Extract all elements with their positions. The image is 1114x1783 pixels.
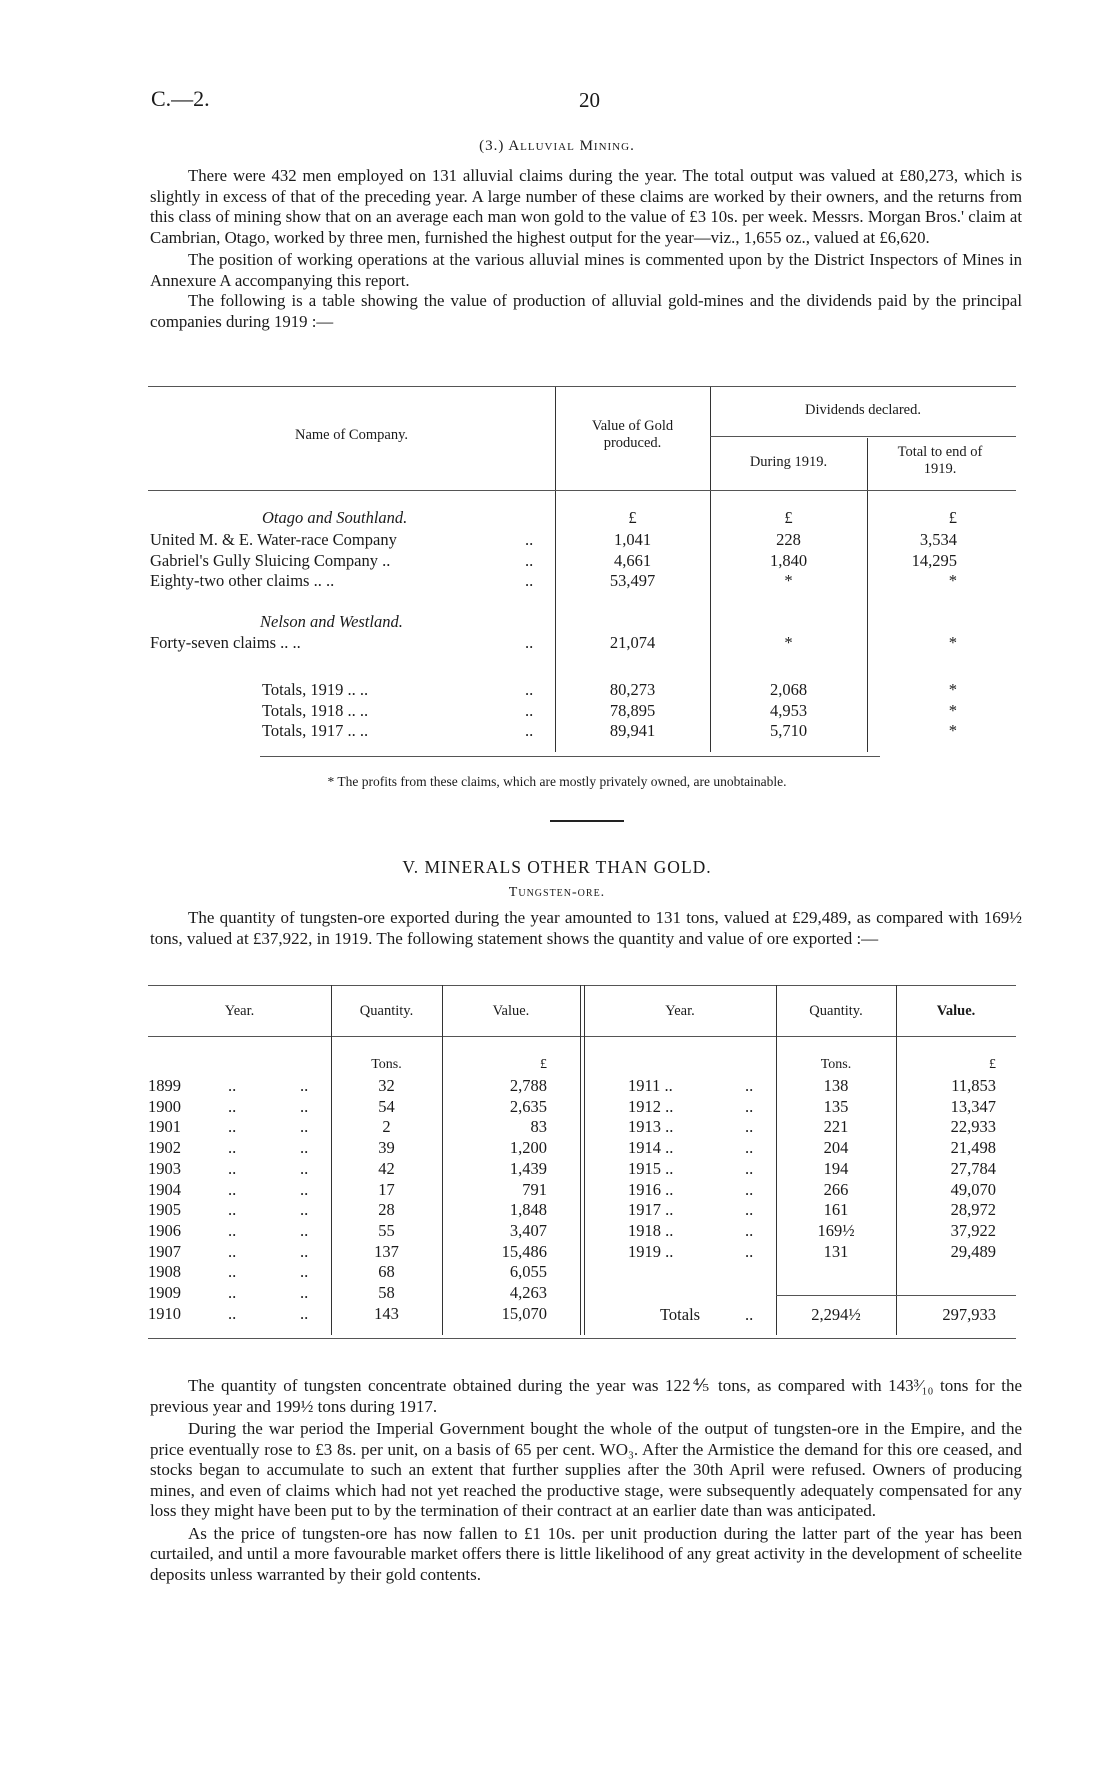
- region-heading: Nelson and Westland.: [260, 612, 403, 631]
- dividend-1919: 5,710: [769, 721, 808, 740]
- col-value: Value.: [492, 1003, 530, 1019]
- col-quantity: Quantity.: [359, 1003, 414, 1019]
- dividend-1919: *: [784, 571, 793, 590]
- dots: ..: [300, 1117, 309, 1137]
- dots: ..: [745, 1158, 754, 1178]
- closing-para-2: During the war period the Imperial Government bought the whole of the output of tungsten-ore in the Empire, and the price eventually rose to £3 8s. per unit, on a basis of 65 per cent. WO₃. After the Armistice the demand for this ore ceased, and stocks began to accumulate to such an extent that further supplies after the 30th April were refused. Owners of producing mines, and even of claims which had not yet reached the productive stage, were subsequently adequately compensated for any loss they might have been put to by the termination of their contract at an earlier date than was anticipated.: [150, 1419, 1022, 1520]
- dots: ..: [300, 1076, 309, 1095]
- closing-para-3: As the price of tungsten-ore has now fallen to £1 10s. per unit production during the latter part of the year has been curtailed, and until a more favourable market offers there is little likelihood of any great activity in the development of scheelite deposits unless warranted by their gold contents.: [150, 1523, 1022, 1584]
- quantity-cell: 194: [823, 1158, 849, 1178]
- company-name: United M. & E. Water-race Company: [150, 530, 397, 549]
- col-quantity: Quantity.: [809, 1003, 863, 1019]
- year-cell: 1904: [148, 1179, 181, 1199]
- col-value: Value.: [936, 1003, 976, 1019]
- value-cell: 49,070: [950, 1179, 996, 1199]
- value-cell: 83: [530, 1117, 547, 1137]
- totals-value: 297,933: [942, 1305, 996, 1324]
- value-cell: 15,070: [501, 1303, 547, 1323]
- closing-text: [150, 1376, 1022, 1585]
- closing-para-1: The quantity of tungsten concentrate obtained during the year was 122⅘ tons, as compared with 143³⁄₁₀ tons for the previous year and 199½ tons during 1917.: [150, 1376, 1022, 1416]
- gold-value: 80,273: [609, 680, 656, 699]
- dots: ..: [228, 1179, 237, 1199]
- year-cell: 1900: [148, 1096, 181, 1116]
- alluvial-heading: (3.) Alluvial Mining.: [479, 138, 635, 154]
- dots: ..: [300, 1179, 309, 1199]
- company-name: Totals, 1918 .. ..: [262, 700, 369, 720]
- minerals-para-1: The quantity of tungsten-ore exported during the year amounted to 131 tons, valued at £29,489, as compared with 169½ tons, valued at £37,922, in 1919. The following statement shows the quantity and value of ore exported :—: [150, 908, 1022, 948]
- value-cell: 29,489: [950, 1241, 996, 1261]
- year-cell: 1905: [148, 1200, 181, 1220]
- dots: ..: [228, 1220, 237, 1240]
- currency-symbol: £: [948, 508, 957, 527]
- dividend-1919: 228: [776, 530, 801, 549]
- dividend-total: *: [948, 700, 957, 720]
- quantity-cell: 221: [823, 1117, 849, 1137]
- year-cell: 1918 ..: [628, 1220, 674, 1240]
- dots: ..: [745, 1241, 754, 1261]
- value-cell: 37,922: [950, 1220, 996, 1240]
- dots: ..: [300, 1138, 309, 1158]
- gold-value: 53,497: [609, 571, 656, 590]
- alluvial-para-3: The following is a table showing the value of production of alluvial gold-mines and the dividends paid by the principal companies during 1919 :—: [150, 291, 1022, 331]
- unit-tons: Tons.: [820, 1057, 852, 1072]
- value-cell: 22,933: [950, 1117, 996, 1137]
- value-cell: 15,486: [501, 1241, 547, 1261]
- gold-value: 89,941: [609, 721, 656, 740]
- dots: ..: [745, 1096, 754, 1116]
- dots: ..: [300, 1158, 309, 1178]
- alluvial-para-1: There were 432 men employed on 131 alluvial claims during the year. The total output was valued at £80,273, which is slightly in excess of that of the preceding year. A large number of these claims are worked by their owners, and the returns from this class of mining show that on an average each man won gold to the value of £3 10s. per week. Messrs. Morgan Bros.' claim at Cambrian, Otago, worked by three men, furnished the highest output for the year—viz., 1,655 oz., valued at £6,620.: [150, 166, 1022, 247]
- dots: ..: [525, 571, 534, 590]
- value-cell: 13,347: [950, 1096, 996, 1116]
- totals-label: Totals: [660, 1305, 701, 1324]
- quantity-cell: 266: [823, 1179, 849, 1199]
- year-cell: 1919 ..: [628, 1241, 674, 1261]
- col-year: Year.: [224, 1003, 255, 1019]
- year-cell: 1916 ..: [628, 1179, 674, 1199]
- year-cell: 1903: [148, 1158, 181, 1178]
- dots: ..: [300, 1262, 309, 1282]
- dots: ..: [228, 1200, 237, 1220]
- quantity-cell: 2: [382, 1117, 391, 1137]
- value-cell: 2,788: [509, 1076, 547, 1095]
- year-cell: 1911 ..: [628, 1076, 673, 1095]
- value-cell: 791: [522, 1179, 547, 1199]
- gold-value: 1,041: [613, 530, 652, 549]
- dots: ..: [745, 1076, 754, 1095]
- dots: ..: [228, 1303, 237, 1323]
- dots: ..: [525, 633, 534, 652]
- minerals-title: V. MINERALS OTHER THAN GOLD.: [402, 857, 712, 877]
- dots: ..: [525, 530, 534, 549]
- company-name: Totals, 1917 .. ..: [262, 721, 369, 740]
- dividend-1919: 1,840: [769, 550, 808, 570]
- dots: ..: [228, 1262, 237, 1282]
- col-value-of-gold: Value of Gold produced.: [591, 418, 674, 451]
- gold-value: 21,074: [609, 633, 656, 652]
- dots: ..: [228, 1076, 237, 1095]
- page-number: 20: [579, 88, 600, 112]
- value-cell: 1,200: [509, 1138, 547, 1158]
- quantity-cell: 137: [374, 1241, 399, 1261]
- dots: ..: [745, 1138, 754, 1158]
- dots: ..: [525, 550, 534, 570]
- quantity-cell: 68: [378, 1262, 395, 1282]
- value-cell: 11,853: [951, 1076, 996, 1095]
- quantity-cell: 131: [823, 1241, 849, 1261]
- currency-symbol: £: [628, 508, 637, 527]
- year-cell: 1917 ..: [628, 1200, 674, 1220]
- year-cell: 1912 ..: [628, 1096, 674, 1116]
- dots: ..: [300, 1241, 309, 1261]
- col-total-to-end: Total to end of 1919.: [897, 444, 983, 477]
- dots: ..: [228, 1241, 237, 1261]
- gold-value: 4,661: [613, 550, 652, 570]
- dividend-1919: *: [784, 633, 793, 652]
- dots: ..: [525, 700, 534, 720]
- dots: ..: [228, 1138, 237, 1158]
- unit-tons: Tons.: [371, 1057, 402, 1072]
- quantity-cell: 42: [378, 1158, 395, 1178]
- dividend-total: *: [948, 680, 957, 699]
- section-divider: [550, 820, 624, 822]
- minerals-text: [150, 908, 1022, 949]
- company-name: Forty-seven claims .. ..: [150, 633, 301, 652]
- totals-quantity: 2,294½: [811, 1305, 861, 1324]
- quantity-cell: 138: [823, 1076, 849, 1095]
- year-cell: 1902: [148, 1138, 181, 1158]
- dots: ..: [745, 1179, 754, 1199]
- dividend-total: 3,534: [919, 530, 957, 549]
- year-cell: 1909: [148, 1283, 181, 1302]
- value-cell: 2,635: [509, 1096, 547, 1116]
- gold-value: 78,895: [609, 700, 656, 720]
- dots: ..: [300, 1200, 309, 1220]
- quantity-cell: 143: [374, 1303, 399, 1323]
- quantity-cell: 169½: [817, 1220, 855, 1240]
- alluvial-text: [150, 166, 1022, 332]
- value-cell: 28,972: [950, 1200, 996, 1220]
- col-year: Year.: [665, 1003, 695, 1019]
- year-cell: 1908: [148, 1262, 181, 1282]
- value-cell: 1,848: [509, 1200, 547, 1220]
- quantity-cell: 28: [378, 1200, 395, 1220]
- year-cell: 1913 ..: [628, 1117, 674, 1137]
- year-cell: 1906: [148, 1220, 181, 1240]
- dividend-1919: 2,068: [769, 680, 808, 699]
- dots: ..: [228, 1117, 237, 1137]
- quantity-cell: 204: [823, 1138, 849, 1158]
- col-during-1919: During 1919.: [749, 454, 828, 470]
- year-cell: 1914 ..: [628, 1138, 674, 1158]
- dots: ..: [745, 1220, 754, 1240]
- quantity-cell: 17: [378, 1179, 395, 1199]
- currency-symbol: £: [784, 508, 793, 527]
- col-dividends-declared: Dividends declared.: [805, 402, 921, 418]
- quantity-cell: 58: [378, 1283, 395, 1302]
- year-cell: 1907: [148, 1241, 181, 1261]
- year-cell: 1901: [148, 1117, 181, 1137]
- alluvial-para-2: The position of working operations at the various alluvial mines is commented upon by the District Inspectors of Mines in Annexure A accompanying this report.: [150, 250, 1022, 290]
- year-cell: 1899: [148, 1076, 181, 1095]
- tungsten-heading: Tungsten-ore.: [508, 885, 606, 900]
- year-cell: 1915 ..: [628, 1158, 674, 1178]
- dots: ..: [228, 1096, 237, 1116]
- document-reference: C.—2.: [151, 86, 210, 111]
- dots: ..: [525, 721, 534, 740]
- unit-currency: £: [540, 1057, 547, 1072]
- col-name-of-company: Name of Company.: [294, 427, 409, 443]
- year-cell: 1910: [148, 1303, 181, 1323]
- company-name: Eighty-two other claims .. ..: [150, 571, 335, 590]
- quantity-cell: 32: [378, 1076, 395, 1095]
- dots: ..: [745, 1305, 754, 1324]
- value-cell: 3,407: [509, 1220, 547, 1240]
- dots: ..: [300, 1283, 309, 1302]
- dividend-total: 14,295: [911, 550, 957, 570]
- dots: ..: [745, 1117, 754, 1137]
- dots: ..: [745, 1200, 754, 1220]
- company-name: Totals, 1919 .. ..: [262, 680, 369, 699]
- dots: ..: [300, 1303, 309, 1323]
- value-cell: 6,055: [509, 1262, 547, 1282]
- dots: ..: [525, 680, 534, 699]
- dividend-total: *: [948, 633, 957, 652]
- dots: ..: [300, 1096, 309, 1116]
- dividend-total: *: [948, 721, 957, 740]
- quantity-cell: 39: [378, 1138, 395, 1158]
- dividend-total: *: [948, 571, 957, 590]
- region-heading: Otago and Southland.: [262, 508, 408, 527]
- dots: ..: [300, 1220, 309, 1240]
- value-cell: 1,439: [509, 1158, 547, 1178]
- quantity-cell: 135: [823, 1096, 849, 1116]
- unit-currency: £: [989, 1057, 996, 1072]
- table-footnote: * The profits from these claims, which are mostly privately owned, are unobtainable.: [327, 774, 787, 789]
- value-cell: 4,263: [509, 1283, 547, 1302]
- dividend-1919: 4,953: [769, 700, 808, 720]
- value-cell: 27,784: [950, 1158, 996, 1178]
- dots: ..: [228, 1158, 237, 1178]
- dots: ..: [228, 1283, 237, 1302]
- quantity-cell: 55: [378, 1220, 395, 1240]
- quantity-cell: 161: [823, 1200, 849, 1220]
- value-cell: 21,498: [950, 1138, 996, 1158]
- quantity-cell: 54: [378, 1096, 395, 1116]
- company-name: Gabriel's Gully Sluicing Company ..: [150, 550, 391, 570]
